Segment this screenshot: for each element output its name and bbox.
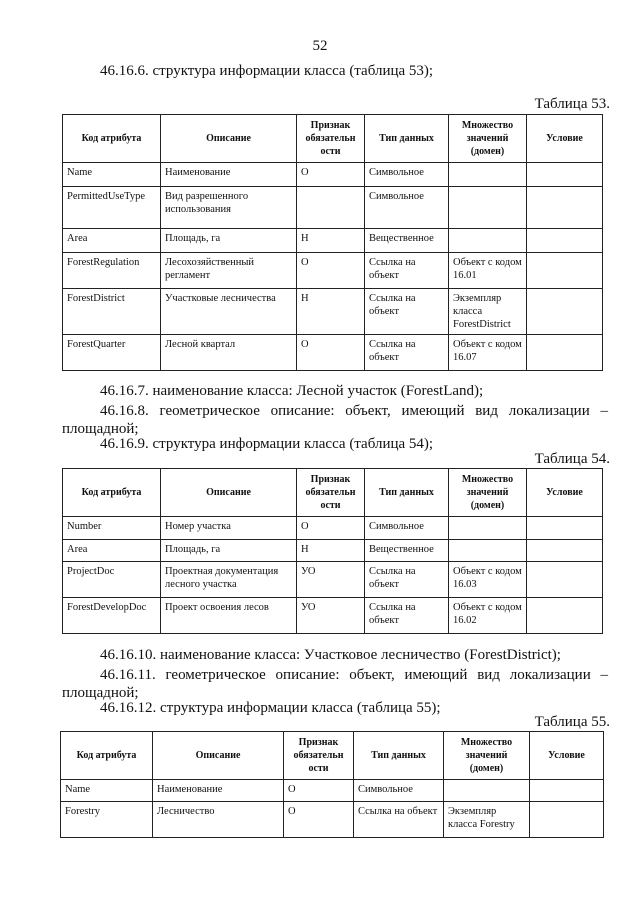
section-heading-table-53: 46.16.6. структура информации класса (таблица 53); bbox=[100, 63, 434, 79]
cell-attribute-code: Area bbox=[63, 229, 161, 253]
column-header-data-type: Тип данных bbox=[365, 469, 449, 517]
geometry-paragraph-11: 46.16.11. геометрическое описание: объект, имеющий вид локализации – площадной; bbox=[62, 667, 608, 701]
column-header-condition: Условие bbox=[527, 115, 603, 163]
cell-attribute-code: ProjectDoc bbox=[63, 562, 161, 598]
table-row bbox=[63, 289, 603, 335]
cell-domain bbox=[449, 517, 527, 540]
cell-mandatory-flag: УО bbox=[297, 562, 365, 598]
column-header-mandatory: Признак обязательн ости bbox=[297, 469, 365, 517]
cell-condition bbox=[527, 598, 603, 634]
table-row bbox=[63, 540, 603, 562]
attribute-table-54 bbox=[62, 468, 603, 634]
column-header-code: Код атрибута bbox=[63, 115, 161, 163]
column-header-condition: Условие bbox=[527, 469, 603, 517]
cell-domain bbox=[444, 780, 530, 802]
cell-description: Вид разрешенного использования bbox=[161, 187, 297, 229]
cell-attribute-code: ForestDistrict bbox=[63, 289, 161, 335]
cell-mandatory-flag bbox=[297, 187, 365, 229]
cell-data-type: Символьное bbox=[365, 517, 449, 540]
cell-description: Наименование bbox=[153, 780, 284, 802]
column-header-domain: Множество значений (домен) bbox=[449, 469, 527, 517]
cell-description: Лесничество bbox=[153, 802, 284, 838]
cell-description: Проектная документация лесного участка bbox=[161, 562, 297, 598]
cell-condition bbox=[530, 802, 604, 838]
column-header-condition: Условие bbox=[530, 732, 604, 780]
cell-description: Лесной квартал bbox=[161, 335, 297, 371]
table-row bbox=[61, 802, 604, 838]
table-row bbox=[63, 562, 603, 598]
class-name-paragraph-10: 46.16.10. наименование класса: Участковое лесничество (ForestDistrict); bbox=[100, 647, 561, 663]
cell-description: Площадь, га bbox=[161, 540, 297, 562]
cell-data-type: Символьное bbox=[365, 187, 449, 229]
column-header-domain: Множество значений (домен) bbox=[449, 115, 527, 163]
table-row bbox=[63, 517, 603, 540]
column-header-description: Описание bbox=[161, 115, 297, 163]
cell-attribute-code: PermittedUseType bbox=[63, 187, 161, 229]
cell-mandatory-flag: Н bbox=[297, 289, 365, 335]
cell-description: Участковые лесничества bbox=[161, 289, 297, 335]
table-row bbox=[63, 163, 603, 187]
cell-data-type: Ссылка на объект bbox=[365, 253, 449, 289]
attribute-table-53 bbox=[62, 114, 603, 371]
cell-attribute-code: Area bbox=[63, 540, 161, 562]
table-row bbox=[63, 229, 603, 253]
class-name-paragraph-7: 46.16.7. наименование класса: Лесной участок (ForestLand); bbox=[100, 383, 484, 399]
cell-attribute-code: Name bbox=[61, 780, 153, 802]
table-row bbox=[63, 598, 603, 634]
cell-data-type: Ссылка на объект bbox=[365, 562, 449, 598]
cell-domain bbox=[449, 187, 527, 229]
cell-description: Проект освоения лесов bbox=[161, 598, 297, 634]
cell-data-type: Ссылка на объект bbox=[354, 802, 444, 838]
cell-mandatory-flag: О bbox=[297, 253, 365, 289]
cell-condition bbox=[527, 335, 603, 371]
table-row bbox=[63, 187, 603, 229]
cell-data-type: Вещественное bbox=[365, 229, 449, 253]
column-header-domain: Множество значений (домен) bbox=[444, 732, 530, 780]
cell-attribute-code: Number bbox=[63, 517, 161, 540]
cell-mandatory-flag: О bbox=[297, 517, 365, 540]
cell-data-type: Ссылка на объект bbox=[365, 289, 449, 335]
cell-condition bbox=[527, 187, 603, 229]
cell-domain bbox=[449, 163, 527, 187]
structure-paragraph-12: 46.16.12. структура информации класса (таблица 55); bbox=[100, 700, 441, 716]
cell-condition bbox=[527, 289, 603, 335]
cell-mandatory-flag: О bbox=[284, 802, 354, 838]
cell-data-type: Ссылка на объект bbox=[365, 335, 449, 371]
column-header-mandatory: Признак обязательн ости bbox=[297, 115, 365, 163]
cell-data-type: Символьное bbox=[354, 780, 444, 802]
geometry-paragraph-8: 46.16.8. геометрическое описание: объект, имеющий вид локализации – площадной; bbox=[62, 403, 608, 437]
cell-domain bbox=[449, 229, 527, 253]
cell-domain: Объект с кодом 16.03 bbox=[449, 562, 527, 598]
cell-mandatory-flag: О bbox=[297, 163, 365, 187]
table-header-row bbox=[63, 115, 603, 163]
table-55-caption: Таблица 55. bbox=[534, 714, 610, 730]
cell-domain: Экземпляр класса Forestry bbox=[444, 802, 530, 838]
column-header-data-type: Тип данных bbox=[354, 732, 444, 780]
table-header-row bbox=[63, 469, 603, 517]
cell-mandatory-flag: УО bbox=[297, 598, 365, 634]
table-header-row bbox=[61, 732, 604, 780]
cell-domain: Объект с кодом 16.02 bbox=[449, 598, 527, 634]
cell-condition bbox=[527, 540, 603, 562]
cell-condition bbox=[527, 229, 603, 253]
cell-mandatory-flag: О bbox=[297, 335, 365, 371]
cell-condition bbox=[527, 562, 603, 598]
cell-domain: Экземпляр класса ForestDistrict bbox=[449, 289, 527, 335]
cell-condition bbox=[527, 253, 603, 289]
column-header-data-type: Тип данных bbox=[365, 115, 449, 163]
cell-description: Наименование bbox=[161, 163, 297, 187]
cell-description: Лесохозяйственный регламент bbox=[161, 253, 297, 289]
cell-condition bbox=[530, 780, 604, 802]
cell-data-type: Вещественное bbox=[365, 540, 449, 562]
column-header-mandatory: Признак обязательн ости bbox=[284, 732, 354, 780]
cell-description: Площадь, га bbox=[161, 229, 297, 253]
cell-attribute-code: ForestDevelopDoc bbox=[63, 598, 161, 634]
cell-data-type: Ссылка на объект bbox=[365, 598, 449, 634]
attribute-table-55 bbox=[60, 731, 604, 838]
page-number: 52 bbox=[312, 38, 328, 54]
cell-domain bbox=[449, 540, 527, 562]
cell-domain: Объект с кодом 16.01 bbox=[449, 253, 527, 289]
table-53-caption: Таблица 53. bbox=[534, 96, 610, 112]
table-row bbox=[63, 253, 603, 289]
cell-description: Номер участка bbox=[161, 517, 297, 540]
structure-paragraph-9: 46.16.9. структура информации класса (таблица 54); bbox=[100, 436, 434, 452]
column-header-code: Код атрибута bbox=[63, 469, 161, 517]
cell-attribute-code: ForestRegulation bbox=[63, 253, 161, 289]
table-row bbox=[63, 335, 603, 371]
cell-condition bbox=[527, 517, 603, 540]
cell-mandatory-flag: Н bbox=[297, 540, 365, 562]
cell-attribute-code: ForestQuarter bbox=[63, 335, 161, 371]
column-header-code: Код атрибута bbox=[61, 732, 153, 780]
table-row bbox=[61, 780, 604, 802]
cell-attribute-code: Name bbox=[63, 163, 161, 187]
cell-attribute-code: Forestry bbox=[61, 802, 153, 838]
cell-domain: Объект с кодом 16.07 bbox=[449, 335, 527, 371]
cell-mandatory-flag: Н bbox=[297, 229, 365, 253]
table-54-caption: Таблица 54. bbox=[534, 451, 610, 467]
cell-mandatory-flag: О bbox=[284, 780, 354, 802]
column-header-description: Описание bbox=[153, 732, 284, 780]
column-header-description: Описание bbox=[161, 469, 297, 517]
cell-condition bbox=[527, 163, 603, 187]
cell-data-type: Символьное bbox=[365, 163, 449, 187]
